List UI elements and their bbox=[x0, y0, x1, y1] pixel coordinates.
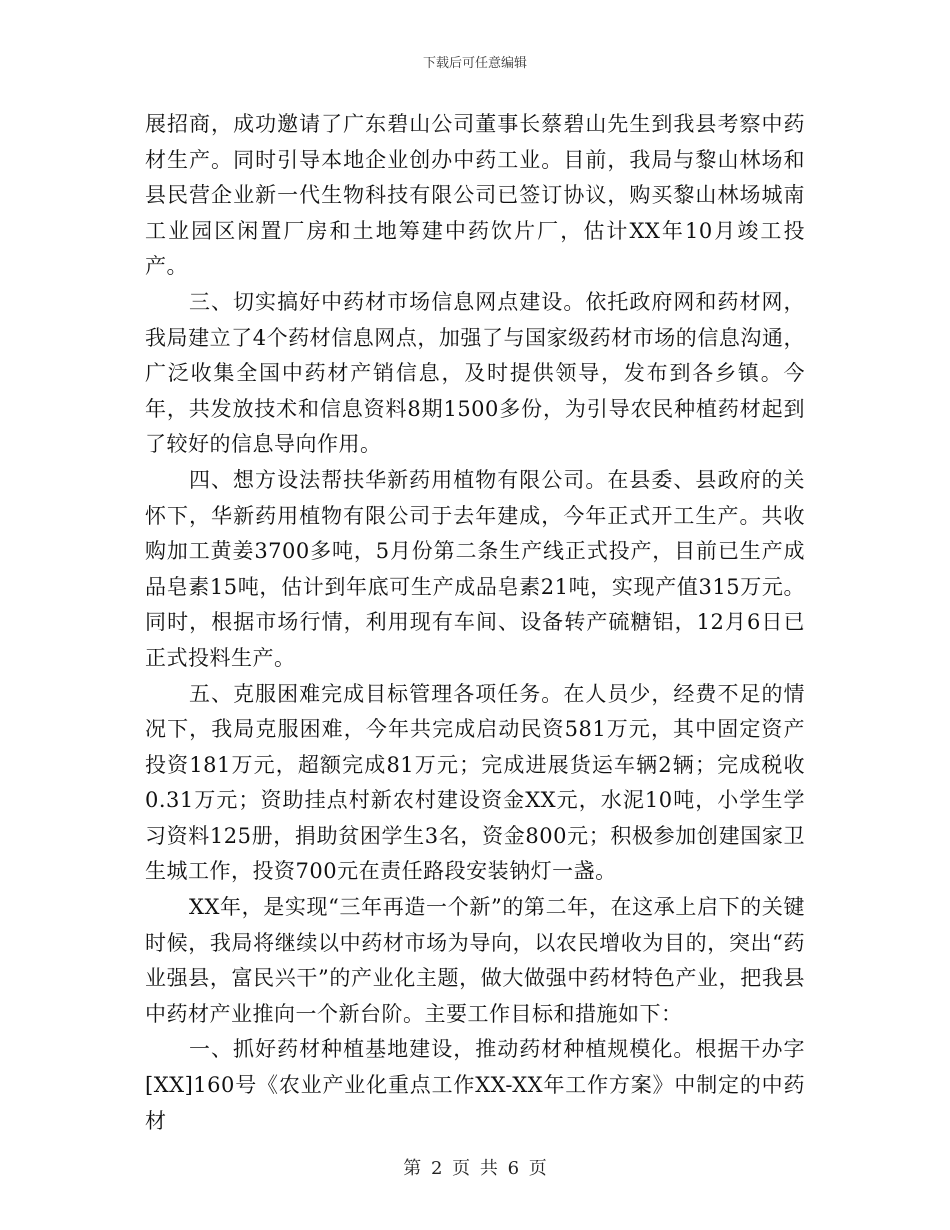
paragraph-measure-1: 一、抓好药材种植基地建设，推动药材种植规模化。根据干办字[XX]160号《农业产业化重点工作XX-XX年工作方案》中制定的中药材 bbox=[145, 1037, 805, 1133]
page-number: 第 2 页 共 6 页 bbox=[403, 1158, 547, 1179]
paragraph-continuation: 展招商，成功邀请了广东碧山公司董事长蔡碧山先生到我县考察中药材生产。同时引导本地企业创办中药工业。目前，我局与黎山林场和县民营企业新一代生物科技有限公司已签订协议，购买黎山林场城南工业园区闲置厂房和土地筹建中药饮片厂，估计XX年10月竣工投产。 bbox=[145, 112, 805, 279]
paragraph-next-year-plan: XX年，是实现“三年再造一个新”的第二年，在这承上启下的关键时候，我局将继续以中药材市场为导向，以农民增收为目的，突出“药业强县，富民兴干”的产业化主题，做大做强中药材特色产业，把我县中药材产业推向一个新台阶。主要工作目标和措施如下： bbox=[145, 895, 805, 1026]
page-header-note: 下载后可任意编辑 bbox=[422, 56, 527, 71]
paragraph-section-4: 四、想方设法帮扶华新药用植物有限公司。在县委、县政府的关怀下，华新药用植物有限公司于去年建成，今年正式开工生产。共收购加工黄姜3700多吨，5月份第二条生产线正式投产，目前已生产成品皂素15吨，估计到年底可生产成品皂素21吨，实现产值315万元。同时，根据市场行情，利用现有车间、设备转产硫糖铝，12月6日已正式投料生产。 bbox=[145, 467, 805, 670]
paragraph-section-3: 三、切实搞好中药材市场信息网点建设。依托政府网和药材网，我局建立了4个药材信息网点，加强了与国家级药材市场的信息沟通，广泛收集全国中药材产销信息，及时提供领导，发布到各乡镇。今年，共发放技术和信息资料8期1500多份，为引导农民种植药材起到了较好的信息导向作用。 bbox=[145, 289, 805, 457]
paragraph-section-5: 五、克服困难完成目标管理各项任务。在人员少，经费不足的情况下，我局克服困难，今年共完成启动民资581万元，其中固定资产投资181万元，超额完成81万元；完成进展货运车辆2辆；完成税收0.31万元；资助挂点村新农村建设资金XX元，水泥10吨，小学生学习资料125册，捐助贫困学生3名，资金800元；积极参加创建国家卫生城工作，投资700元在责任路段安装钠灯一盏。 bbox=[145, 681, 805, 884]
document-body bbox=[145, 107, 805, 1139]
